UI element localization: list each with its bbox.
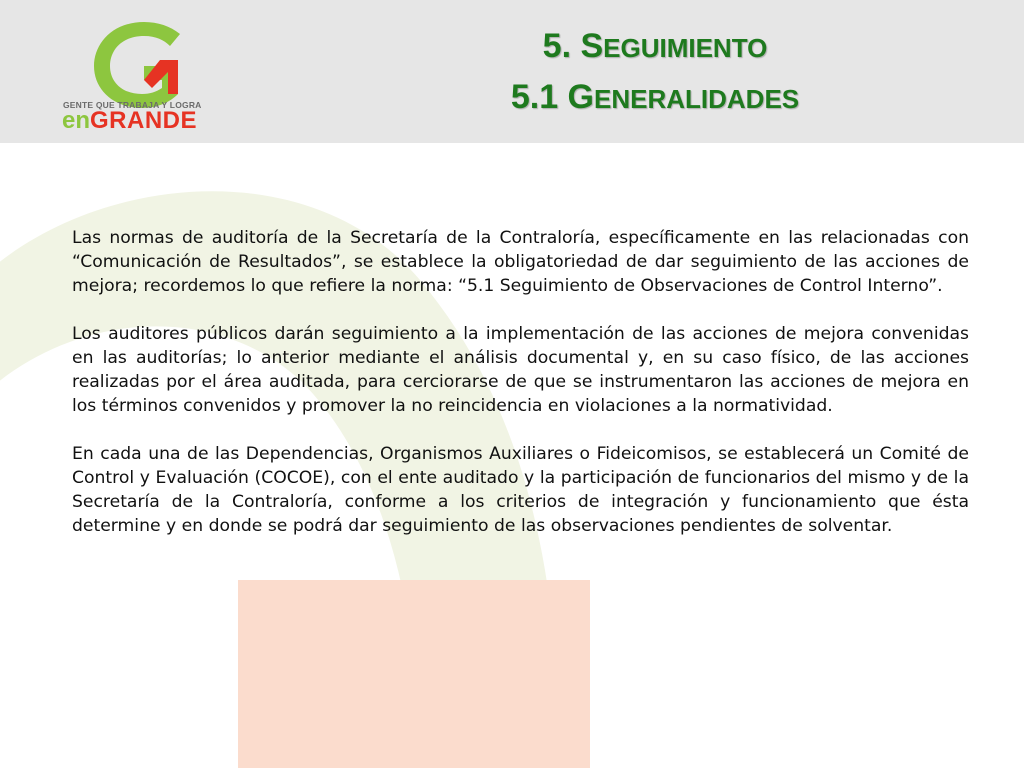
paragraph: Las normas de auditoría de la Secretaría de la Contraloría, específicamente en las relacionadas con “Comunicación de Resultados”, se establece la obligatoriedad de dar seguimiento de las acciones de mejora; recordemos lo que refiere la norma: “5.1 Seguimiento de Observaciones de Control Interno”. — [72, 228, 969, 296]
title-line-2-prefix: 5.1 G — [510, 78, 595, 116]
paragraph: Los auditores públicos darán seguimiento a la implementación de las acciones de mejora convenidas en las auditorías; lo anterior mediante el análisis documental y, en su caso físico, de las acciones realizadas por el área auditada, para cerciorarse de que se instrumentaron las acciones de mejora en los términos convenidos y promover la no reincidencia en violaciones a la normatividad. — [72, 324, 969, 416]
title-line-2-rest: ENERALIDADES — [594, 84, 800, 114]
page-title — [440, 24, 870, 126]
logo-word-en: en — [62, 107, 91, 134]
paragraph: En cada una de las Dependencias, Organismos Auxiliares o Fideicomisos, se establecerá un Comité de Control y Evaluación (COCOE), con el ente auditado y la participación de funcionarios del mismo y de la Secretaría de la Contraloría, conforme a los criterios de integración y funcionamiento que ésta determine y en donde se podrá dar seguimiento de las observaciones pendientes de solventar. — [72, 444, 969, 536]
title-line-1-prefix: 5. S — [542, 27, 604, 65]
logo-tagline: GENTE QUE TRABAJA Y LOGRA — [63, 100, 202, 110]
title-line-2 — [440, 75, 870, 126]
title-line-1-rest: EGUIMIENTO — [603, 33, 768, 63]
logo-word-grande: GRANDE — [90, 107, 198, 134]
title-line-1 — [440, 24, 870, 75]
background-block — [238, 580, 590, 768]
logo-wordmark — [62, 108, 197, 134]
body-text — [72, 226, 969, 562]
